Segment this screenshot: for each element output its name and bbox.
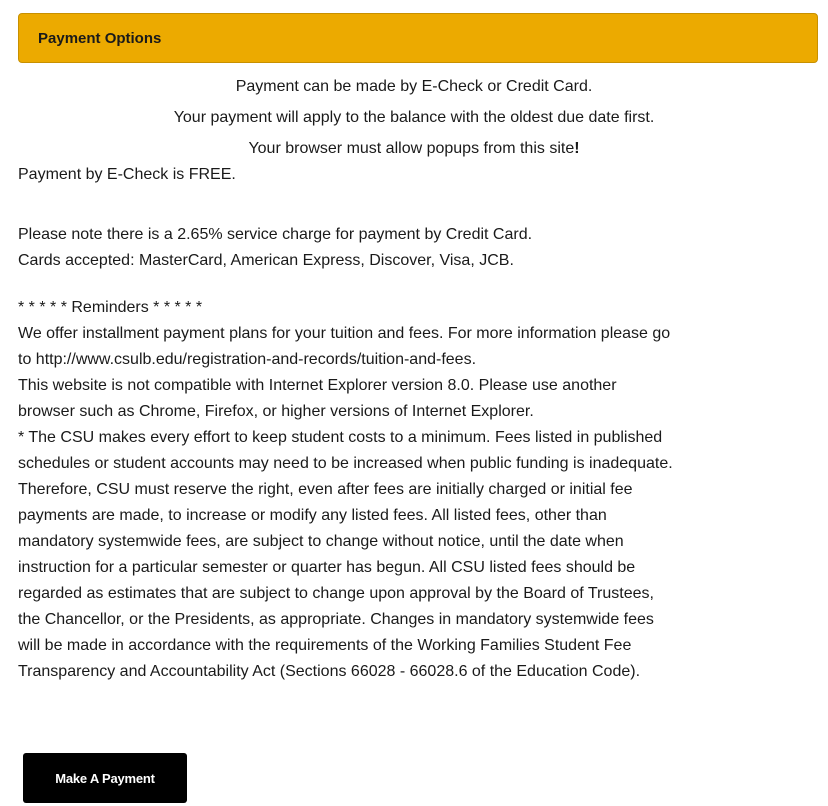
credit-card-note [18, 222, 818, 274]
csu-fee-line: Therefore, CSU must reserve the right, even after fees are initially charged or initial fee [18, 481, 633, 498]
panel-title: Payment Options [38, 29, 162, 47]
payment-options-panel [18, 13, 818, 63]
intro-line-oldest-balance: Your payment will apply to the balance with the oldest due date first. [173, 109, 655, 126]
csu-fee-line: Transparency and Accountability Act (Sections 66028 - 66028.6 of the Education Code). [18, 663, 641, 680]
intro-block [0, 71, 828, 164]
csu-fee-line: will be made in accordance with the requirements of the Working Families Student Fee [18, 637, 632, 654]
reminders-heading: * * * * * Reminders * * * * * [18, 299, 203, 316]
csu-fee-line: regarded as estimates that are subject to change upon approval by the Board of Trustees, [18, 585, 654, 602]
cards-accepted-text: Cards accepted: MasterCard, American Express, Discover, Visa, JCB. [18, 252, 514, 269]
intro-line-payment-methods: Payment can be made by E-Check or Credit Card. [235, 78, 593, 95]
service-charge-text: Please note there is a 2.65% service charge for payment by Credit Card. [18, 226, 533, 243]
csu-fee-line: the Chancellor, or the Presidents, as appropriate. Changes in mandatory systemwide fees [18, 611, 654, 628]
popups-emphasis: ! [574, 140, 580, 157]
reminders-section [18, 295, 818, 685]
panel-header [18, 13, 818, 63]
browser-compat-line1: This website is not compatible with Internet Explorer version 8.0. Please use another [18, 377, 617, 394]
popups-text: Your browser must allow popups from this site [248, 140, 575, 157]
installment-text-line2: to http://www.csulb.edu/registration-and-records/tuition-and-fees. [18, 351, 477, 368]
csu-fee-line: payments are made, to increase or modify any listed fees. All listed fees, other than [18, 507, 607, 524]
installment-text-line1: We offer installment payment plans for your tuition and fees. For more information please go [18, 325, 671, 342]
browser-compat-line2: browser such as Chrome, Firefox, or higher versions of Internet Explorer. [18, 403, 534, 420]
make-payment-button[interactable]: Make A Payment [23, 753, 187, 803]
echeck-note [18, 162, 818, 188]
csu-fee-line: mandatory systemwide fees, are subject to change without notice, until the date when [18, 533, 624, 550]
csu-fee-line: * The CSU makes every effort to keep student costs to a minimum. Fees listed in published [18, 429, 663, 446]
csu-fee-line: instruction for a particular semester or quarter has begun. All CSU listed fees should be [18, 559, 636, 576]
echeck-free-text: Payment by E-Check is FREE. [18, 166, 236, 183]
intro-line-popups [0, 133, 828, 164]
csu-fee-line: schedules or student accounts may need to be increased when public funding is inadequate. [18, 455, 673, 472]
